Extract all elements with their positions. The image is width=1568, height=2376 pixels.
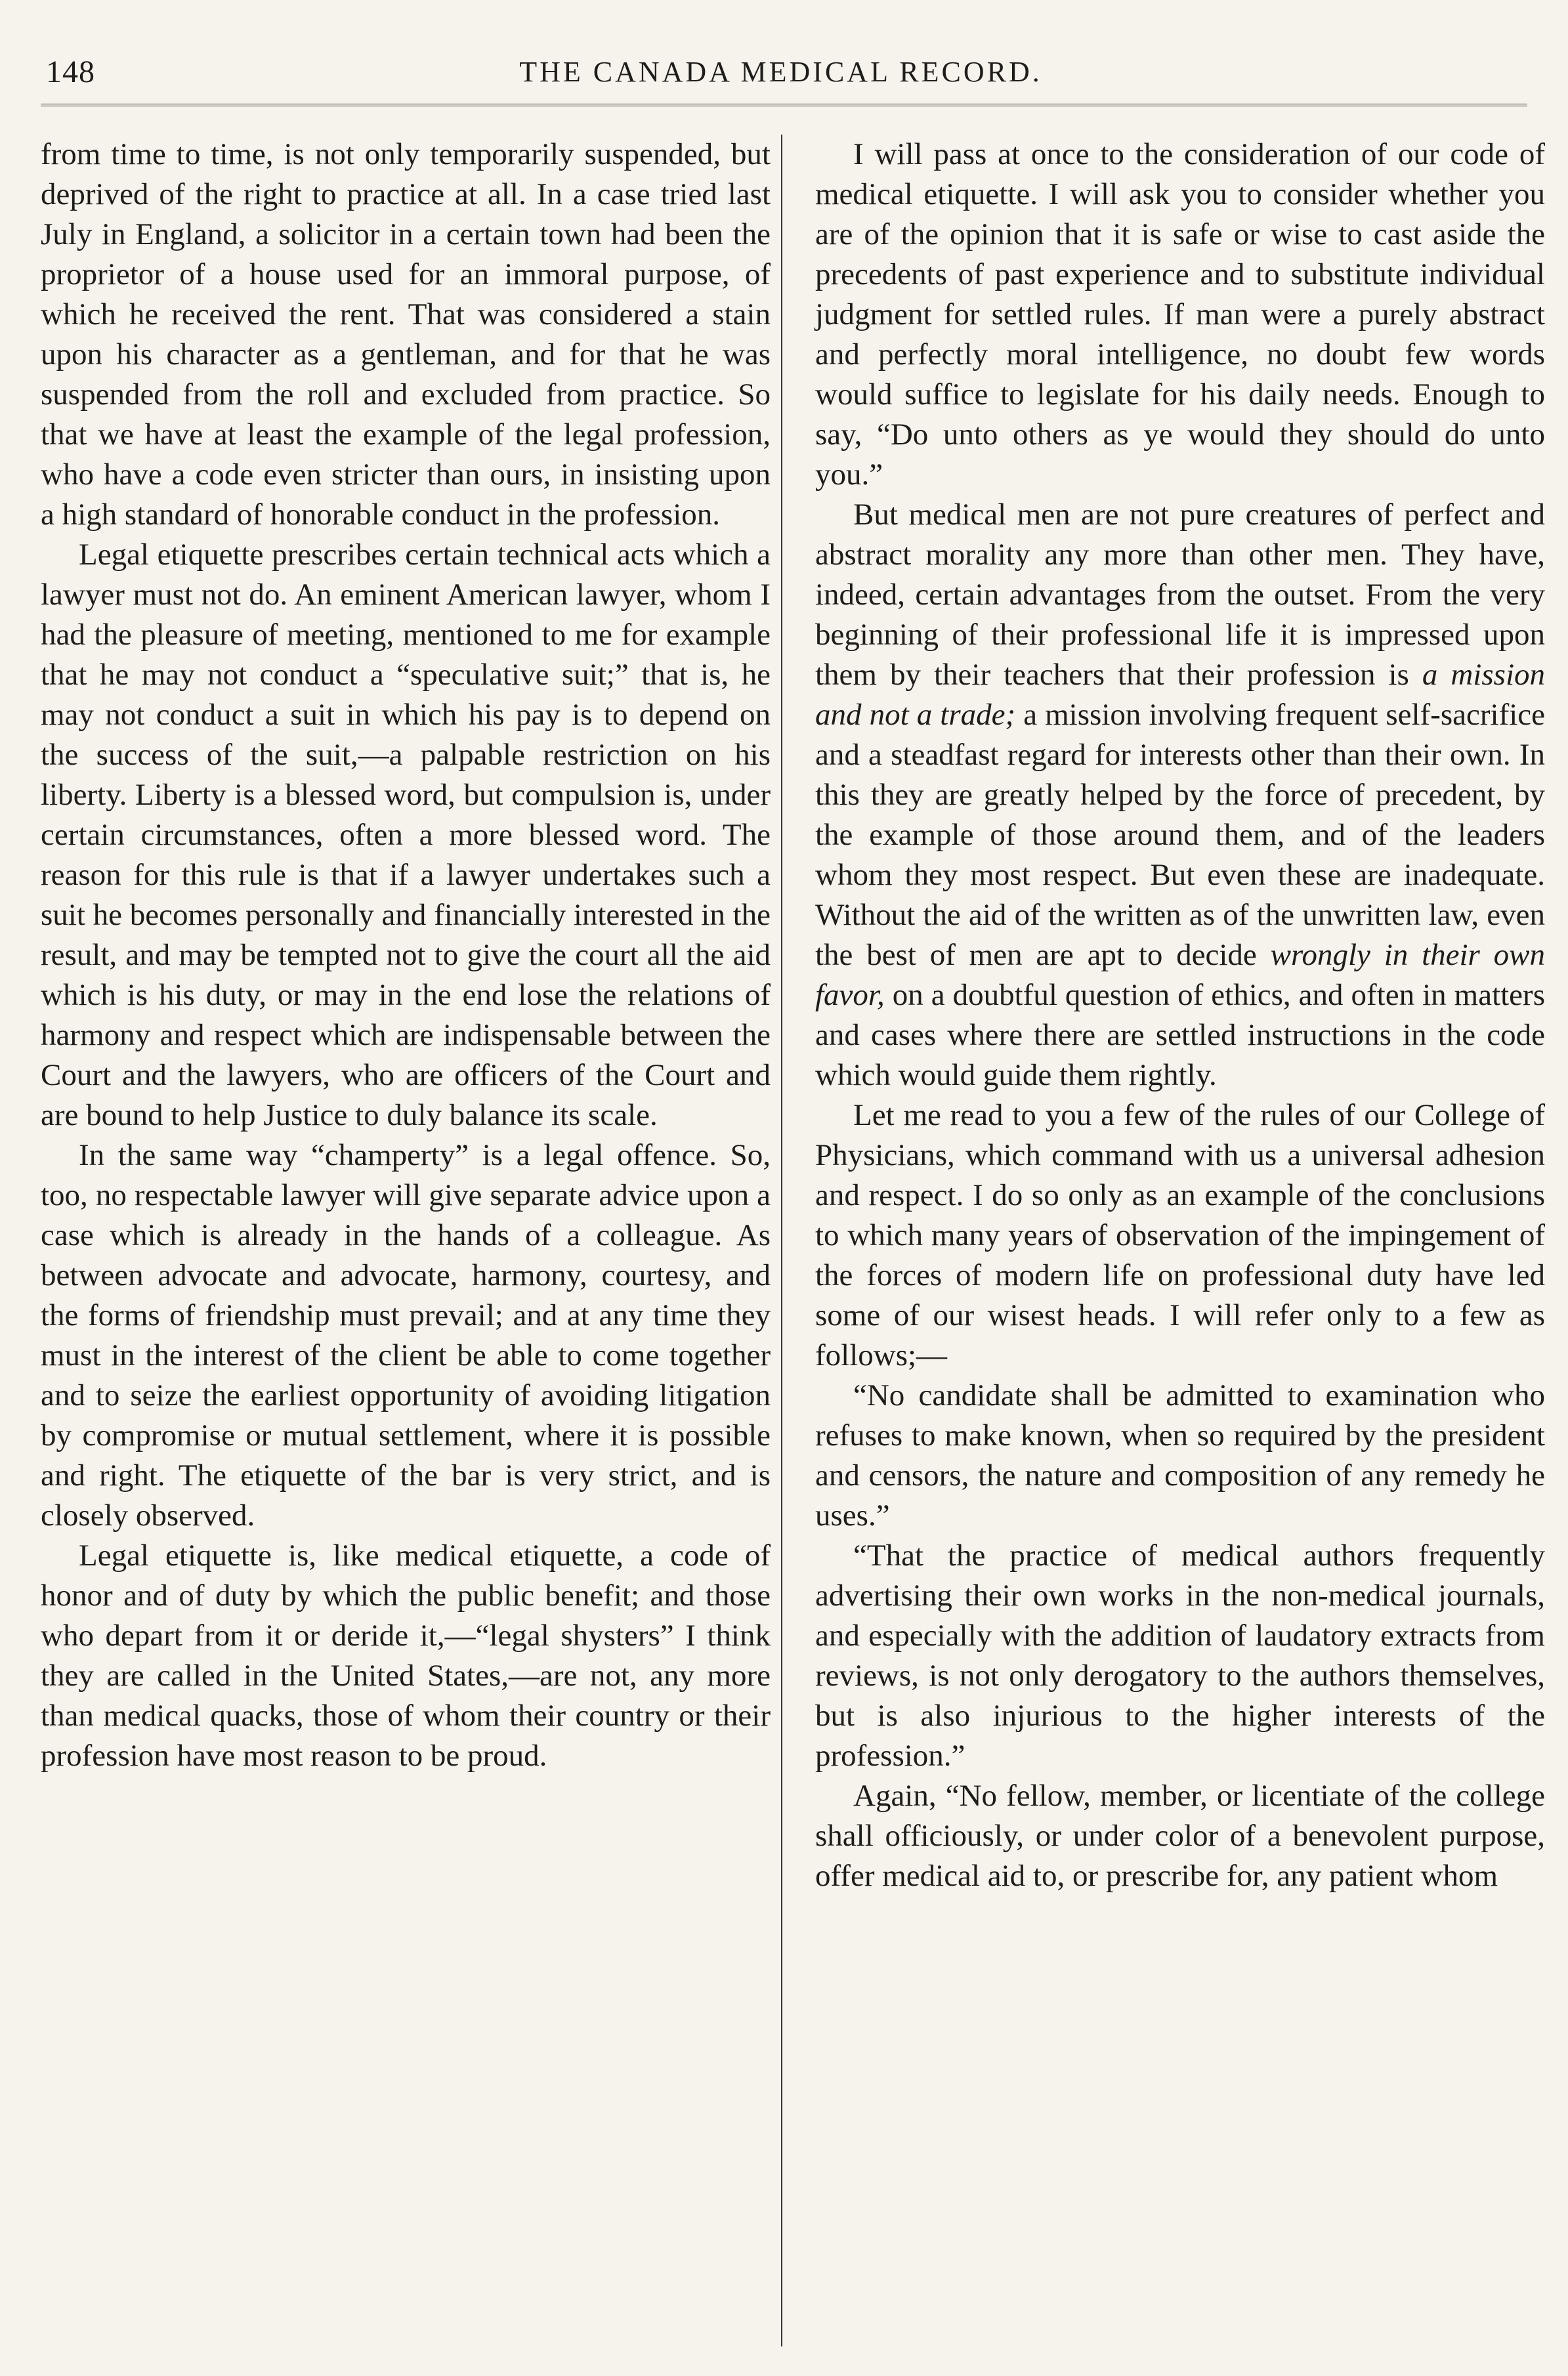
column-divider	[781, 135, 782, 2346]
text-run: a mission involving frequent self-sacrifice and a steadfast regard for interests other than their own. In this they are greatly helped by the force of precedent, by the example of those around them, and of the leaders whom they most respect. But even these are inadequate. Without the aid of the written as of the unwritten law, even the best of men are apt to decide	[815, 698, 1545, 972]
paragraph: from time to time, is not only temporarily suspended, but deprived of the right to practice at all. In a case tried last July in England, a solicitor in a certain town had been the proprietor of a house used for an immoral purpose, of which he received the rent. That was considered a stain upon his character as a gentleman, and for that he was suspended from the roll and excluded from practice. So that we have at least the example of the legal profession, who have a code even stricter than ours, in insisting upon a high standard of honorable conduct in the profession.	[41, 137, 771, 532]
page-number: 148	[46, 54, 95, 89]
paragraph: I will pass at once to the consideration of our code of medical etiquette. I will ask you to consider whether you are of the opinion that it is safe or wise to cast aside the precedents of past experience and to substitute individual judgment for settled rules. If man were a purely abstract and perfectly moral intelligence, no doubt few words would suffice to legislate for his daily needs. Enough to say, “Do unto others as ye would they should do unto you.”	[815, 137, 1545, 492]
paragraph: Let me read to you a few of the rules of our College of Physicians, which command with us a universal adhesion and respect. I do so only as an example of the conclusions to which many years of observation of the impingement of the forces of modern life on professional duty have led some of our wisest heads. I will refer only to a few as follows;—	[815, 1098, 1545, 1372]
paragraph: In the same way “champerty” is a legal offence. So, too, no respectable lawyer will give separate advice upon a case which is already in the hands of a colleague. As between advocate and advocate, harmony, courtesy, and the forms of friendship must prevail; and at any time they must in the interest of the client be able to come together and to seize the earliest opportunity of avoiding litigation by compromise or mutual settlement, where it is possible and right. The etiquette of the bar is very strict, and is closely observed.	[41, 1138, 771, 1533]
left-column	[41, 135, 771, 1776]
italic-phrase: wrongly in their own favor,	[815, 938, 1545, 1012]
running-title: THE CANADA MEDICAL RECORD.	[519, 56, 1042, 88]
paragraph: Legal etiquette prescribes certain technical acts which a lawyer must not do. An eminent American lawyer, whom I had the pleasure of meeting, mentioned to me for example that he may not conduct a “speculative suit;” that is, he may not conduct a suit in which his pay is to depend on the success of the suit,—a palpable restriction on his liberty. Liberty is a blessed word, but compulsion is, under certain circumstances, often a more blessed word. The reason for this rule is that if a lawyer undertakes such a suit he becomes personally and financially interested in the result, and may be tempted not to give the court all the aid which is his duty, or may in the end lose the relations of harmony and respect which are indispensable between the Court and the lawyers, who are officers of the Court and are bound to help Justice to duly balance its scale.	[41, 538, 771, 1132]
quoted-rule: “No candidate shall be admitted to examination who refuses to make known, when so required by the president and censors, the nature and composition of any remedy he uses.”	[815, 1378, 1545, 1533]
italic-phrase: a mission and not a trade;	[815, 658, 1546, 732]
header-rule	[41, 104, 1527, 106]
paragraph	[815, 495, 1545, 1095]
quoted-rule: “That the practice of medical authors frequently advertising their own works in the non-medical journals, and especially with the addition of laudatory extracts from reviews, is not only derogatory to the authors themselves, but is also injurious to the higher interests of the profession.”	[815, 1538, 1545, 1773]
page-header	[46, 54, 1515, 100]
text-run: But medical men are not pure creatures of perfect and abstract morality any more than other men. They have, indeed, certain advantages from the outset. From the very beginning of their professional life it is impressed upon them by their teachers that their profession is	[815, 498, 1545, 692]
text-run: on a doubtful question of ethics, and often in matters and cases where there are settled instructions in the code which would guide them rightly.	[815, 978, 1545, 1092]
paragraph: Again, “No fellow, member, or licentiate of the college shall officiously, or under color of a benevolent purpose, offer medical aid to, or prescribe for, any patient whom	[815, 1779, 1545, 1893]
right-column	[815, 135, 1545, 1896]
paragraph: Legal etiquette is, like medical etiquette, a code of honor and of duty by which the public benefit; and those who depart from it or deride it,—“legal shysters” I think they are called in the United States,—are not, any more than medical quacks, those of whom their country or their profession have most reason to be proud.	[41, 1538, 771, 1773]
